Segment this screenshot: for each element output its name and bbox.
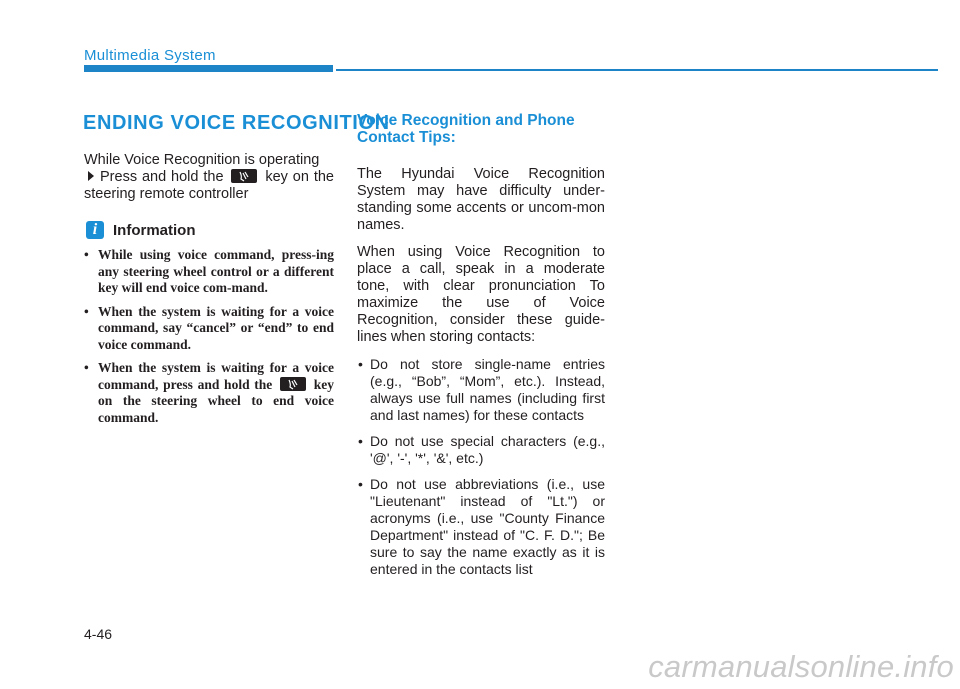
step-pre-text: Press and hold the [100, 169, 224, 185]
page-number: 4-46 [84, 626, 113, 642]
information-item [84, 360, 334, 426]
step-arrow-icon [88, 171, 94, 181]
information-item: • While using voice command, press-ing any steering wheel control or a different key will end voice com-mand. [84, 247, 334, 297]
tips-paragraph-2: When using Voice Recognition to place a call, speak in a moderate tone, with clear pronunciation To maximize the use of Voice Recognition, consider these guide-lines when storing contacts: [357, 244, 605, 345]
left-column [84, 152, 334, 433]
voice-recognition-key-icon [231, 169, 257, 183]
tips-list [357, 356, 605, 578]
tips-title: Voice Recognition and Phone Contact Tips: [357, 112, 575, 146]
tip-item: • Do not use abbreviations (i.e., use "Lieutenant" instead of "Lt.") or acronyms (i.e., use "County Finance Department" instead of "C. F. D."; Be sure to say the name exactly as it is entered in the contacts list [357, 476, 605, 578]
info-item3-pre: When the system is waiting for a voice command, press and hold the [98, 360, 334, 392]
info-icon: i [86, 221, 104, 239]
information-list [84, 247, 334, 426]
information-item: • When the system is waiting for a voice command, say “cancel” or “end” to end voice command. [84, 304, 334, 354]
tip-item: • Do not store single-name entries (e.g., “Bob”, “Mom”, etc.). Instead, always use full names (including first and last names) for these contacts [357, 356, 605, 424]
tips-paragraph-1: The Hyundai Voice Recognition System may have difficulty under-standing some accents or uncom-mon names. [357, 166, 605, 233]
tip-item: • Do not use special characters (e.g., '@', '-', '*', '&', etc.) [357, 433, 605, 467]
section-title: ENDING VOICE RECOGNITION [83, 112, 390, 134]
intro-text [84, 152, 334, 203]
header-title: Multimedia System [84, 47, 216, 64]
information-heading [86, 221, 334, 239]
header-bar-thin [336, 69, 938, 71]
step-post-text: key on the steering remote controller [84, 169, 334, 202]
information-label: Information [113, 221, 196, 239]
voice-recognition-key-icon [280, 377, 306, 391]
info-item3-post: key on the steering wheel to end voice command. [98, 376, 335, 425]
intro-line: While Voice Recognition is operating [84, 152, 320, 168]
watermark: carmanualsonline.info [648, 649, 954, 684]
right-column [357, 112, 605, 587]
header-bar-thick [84, 65, 333, 72]
